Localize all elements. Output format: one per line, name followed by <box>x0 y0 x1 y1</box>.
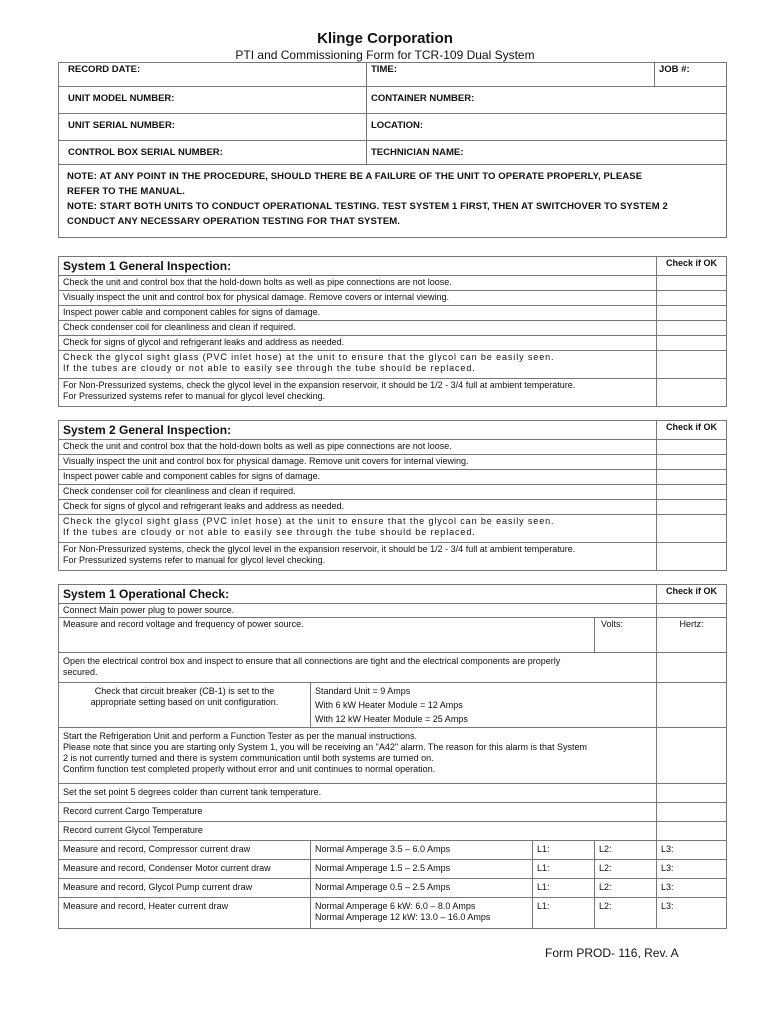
list-item: Visually inspect the unit and control box for physical damage. Remove unit covers for internal viewing. <box>59 455 657 470</box>
function-test-item: Start the Refrigeration Unit and perform a Function Tester as per the manual instructions. Please note that since you are starting only System 1, you will be receiving an "A42" alarm. The reason for this alarm is that System 2 is not currently turned and there is system communication until both systems are turned on. Confirm function test completed properly without error and unit continues to normal operation. <box>59 728 657 784</box>
system2-inspection-table <box>58 420 727 571</box>
check-box[interactable] <box>657 276 727 291</box>
check-box[interactable] <box>657 728 727 784</box>
l2-field[interactable]: L2: <box>595 898 657 929</box>
system1-operational-table <box>58 584 727 929</box>
notes-box <box>59 165 727 238</box>
volts-field[interactable]: Volts: <box>595 618 657 653</box>
cargo-temperature-item: Record current Cargo Temperature <box>59 803 657 822</box>
glycol-pump-draw-label: Measure and record, Glycol Pump current draw <box>59 879 311 898</box>
check-if-ok-header: Check if OK <box>657 585 727 604</box>
l1-field[interactable]: L1: <box>533 860 595 879</box>
list-item: Check for signs of glycol and refrigerant leaks and address as needed. <box>59 336 657 351</box>
check-box[interactable] <box>657 351 727 379</box>
l1-field[interactable]: L1: <box>533 841 595 860</box>
hertz-field[interactable]: Hertz: <box>657 618 727 653</box>
check-box[interactable] <box>657 500 727 515</box>
compressor-draw-label: Measure and record, Compressor current draw <box>59 841 311 860</box>
glycol-temperature-item: Record current Glycol Temperature <box>59 822 657 841</box>
check-box[interactable] <box>657 321 727 336</box>
glycol-pump-normal-amperage: Normal Amperage 0.5 – 2.5 Amps <box>311 879 533 898</box>
system1-operational-title: System 1 Operational Check: <box>59 585 657 604</box>
breaker-settings: Standard Unit = 9 Amps With 6 kW Heater Module = 12 Amps With 12 kW Heater Module = 25 Amps <box>311 683 657 728</box>
list-item: Check condenser coil for cleanliness and clean if required. <box>59 485 657 500</box>
list-item: Check condenser coil for cleanliness and clean if required. <box>59 321 657 336</box>
time-field[interactable]: TIME: <box>367 63 655 87</box>
check-box[interactable] <box>657 784 727 803</box>
compressor-normal-amperage: Normal Amperage 3.5 – 6.0 Amps <box>311 841 533 860</box>
check-if-ok-header: Check if OK <box>657 421 727 440</box>
record-info-table <box>58 62 727 238</box>
check-box[interactable] <box>657 470 727 485</box>
list-item: Inspect power cable and component cables for signs of damage. <box>59 306 657 321</box>
l3-field[interactable]: L3: <box>657 860 727 879</box>
check-box[interactable] <box>657 653 727 683</box>
list-item: Check the glycol sight glass (PVC inlet hose) at the unit to ensure that the glycol can be easily seen. If the tubes are cloudy or not able to easily see through the tube should be replaced. <box>59 351 657 379</box>
check-box[interactable] <box>657 822 727 841</box>
open-control-box-item: Open the electrical control box and inspect to ensure that all connections are tight and the electrical components are properly secured. <box>59 653 657 683</box>
note-2-line-1: NOTE: START BOTH UNITS TO CONDUCT OPERATIONAL TESTING. TEST SYSTEM 1 FIRST, THEN AT SWITCHOVER TO SYSTEM 2 <box>67 201 668 212</box>
set-point-item: Set the set point 5 degrees colder than current tank temperature. <box>59 784 657 803</box>
check-box[interactable] <box>657 683 727 728</box>
list-item: Visually inspect the unit and control box for physical damage. Remove covers or internal viewing. <box>59 291 657 306</box>
l2-field[interactable]: L2: <box>595 841 657 860</box>
circuit-breaker-item: Check that circuit breaker (CB-1) is set to the appropriate setting based on unit configuration. <box>59 683 311 728</box>
container-number-field[interactable]: CONTAINER NUMBER: <box>367 87 727 114</box>
note-1-line-1: NOTE: AT ANY POINT IN THE PROCEDURE, SHOULD THERE BE A FAILURE OF THE UNIT TO OPERATE PROPERLY, PLEASE <box>67 171 643 182</box>
list-item: Check the unit and control box that the hold-down bolts as well as pipe connections are not loose. <box>59 276 657 291</box>
heater-normal-amperage: Normal Amperage 6 kW: 6.0 – 8.0 Amps Normal Amperage 12 kW: 13.0 – 16.0 Amps <box>311 898 533 929</box>
form-number: Form PROD- 116, Rev. A <box>545 946 679 960</box>
measure-voltage-item: Measure and record voltage and frequency of power source. <box>59 618 595 653</box>
check-box[interactable] <box>657 336 727 351</box>
list-item: Check for signs of glycol and refrigerant leaks and address as needed. <box>59 500 657 515</box>
system1-inspection-table <box>58 256 727 407</box>
list-item: For Non-Pressurized systems, check the glycol level in the expansion reservoir, it should be 1/2 - 3/4 full at ambient temperature. For Pressurized systems refer to manual for glycol level checking. <box>59 379 657 407</box>
list-item: For Non-Pressurized systems, check the glycol level in the expansion reservoir, it should be 1/2 - 3/4 full at ambient temperature. For Pressurized systems refer to manual for glycol level checking. <box>59 543 657 571</box>
list-item: Inspect power cable and component cables for signs of damage. <box>59 470 657 485</box>
check-box[interactable] <box>657 604 727 618</box>
check-box[interactable] <box>657 440 727 455</box>
unit-model-field[interactable]: UNIT MODEL NUMBER: <box>59 87 367 114</box>
check-box[interactable] <box>657 379 727 407</box>
check-box[interactable] <box>657 803 727 822</box>
note-1-line-2: REFER TO THE MANUAL. <box>67 186 185 197</box>
form-title: PTI and Commissioning Form for TCR-109 Dual System <box>235 48 535 62</box>
l1-field[interactable]: L1: <box>533 898 595 929</box>
check-box[interactable] <box>657 543 727 571</box>
record-date-field[interactable]: RECORD DATE: <box>59 63 367 87</box>
l3-field[interactable]: L3: <box>657 879 727 898</box>
check-box[interactable] <box>657 455 727 470</box>
check-box[interactable] <box>657 515 727 543</box>
heater-draw-label: Measure and record, Heater current draw <box>59 898 311 929</box>
control-box-serial-field[interactable]: CONTROL BOX SERIAL NUMBER: <box>59 141 367 165</box>
note-2-line-2: CONDUCT ANY NECESSARY OPERATION TESTING FOR THAT SYSTEM. <box>67 216 401 227</box>
check-if-ok-header: Check if OK <box>657 257 727 276</box>
check-box[interactable] <box>657 485 727 500</box>
l1-field[interactable]: L1: <box>533 879 595 898</box>
condenser-draw-label: Measure and record, Condenser Motor current draw <box>59 860 311 879</box>
check-box[interactable] <box>657 291 727 306</box>
unit-serial-field[interactable]: UNIT SERIAL NUMBER: <box>59 114 367 141</box>
technician-name-field[interactable]: TECHNICIAN NAME: <box>367 141 727 165</box>
connect-power-item: Connect Main power plug to power source. <box>59 604 657 618</box>
condenser-normal-amperage: Normal Amperage 1.5 – 2.5 Amps <box>311 860 533 879</box>
list-item: Check the unit and control box that the hold-down bolts as well as pipe connections are not loose. <box>59 440 657 455</box>
system1-inspection-title: System 1 General Inspection: <box>59 257 657 276</box>
list-item: Check the glycol sight glass (PVC inlet hose) at the unit to ensure that the glycol can be easily seen. If the tubes are cloudy or not able to easily see through the tube should be replaced. <box>59 515 657 543</box>
l2-field[interactable]: L2: <box>595 860 657 879</box>
l3-field[interactable]: L3: <box>657 898 727 929</box>
l2-field[interactable]: L2: <box>595 879 657 898</box>
company-name: Klinge Corporation <box>317 30 453 47</box>
location-field[interactable]: LOCATION: <box>367 114 727 141</box>
l3-field[interactable]: L3: <box>657 841 727 860</box>
system2-inspection-title: System 2 General Inspection: <box>59 421 657 440</box>
check-box[interactable] <box>657 306 727 321</box>
job-number-field[interactable]: JOB #: <box>655 63 727 87</box>
